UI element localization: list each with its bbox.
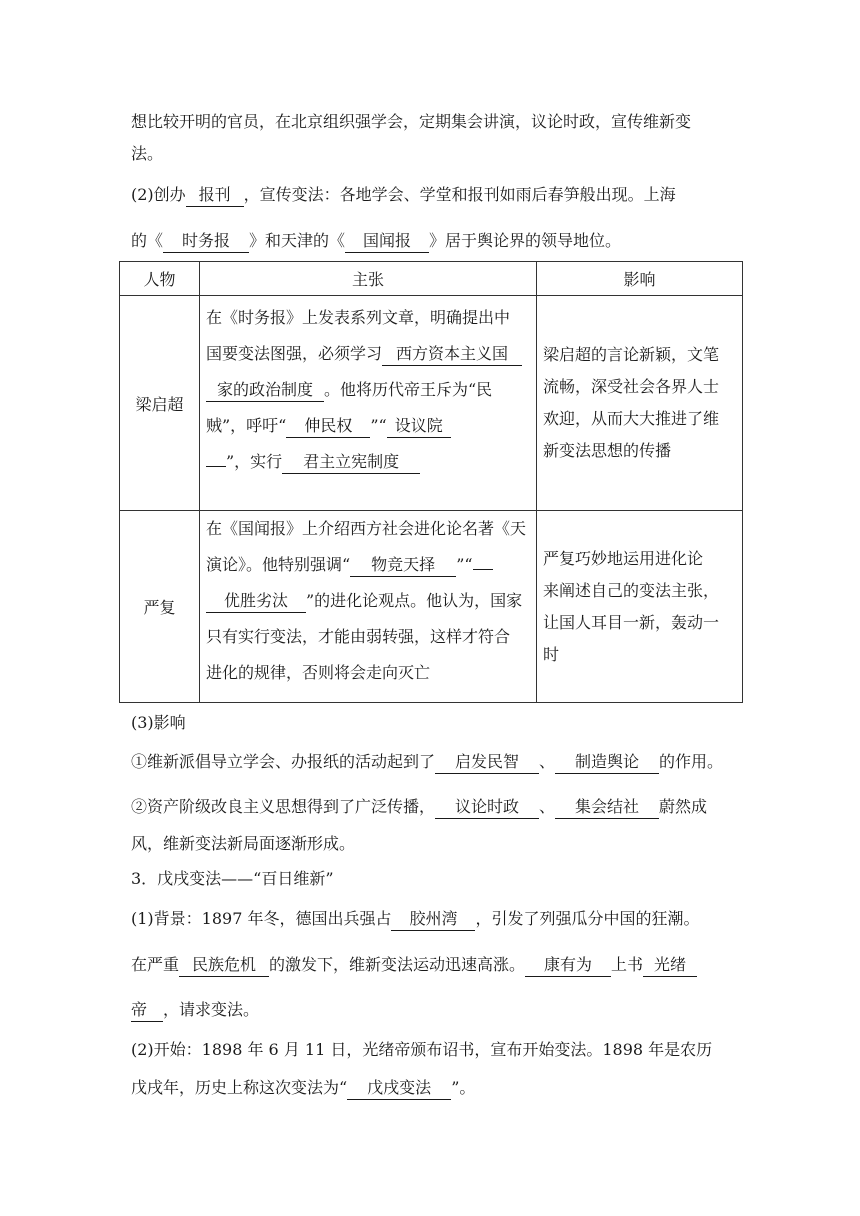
blank-answer: 伸民权: [286, 416, 370, 438]
blank-answer: 议论时政: [435, 797, 539, 819]
person-name: 梁启超: [120, 296, 200, 511]
impact-cell: 梁启超的言论新颖，文笔 流畅，深受社会各界人士 欢迎，从而大大推进了维 新变法思想的传播: [537, 296, 743, 511]
item3-title: (3)影响: [131, 713, 186, 732]
table-row: [120, 511, 743, 703]
blank-answer: 康有为: [525, 955, 611, 977]
start-line-1: (2)开始：1898 年 6 月 11 日，光绪帝颁布诏书，宣布开始变法。1898 年是农历: [131, 1040, 713, 1059]
person-name: 严复: [120, 511, 200, 703]
item2-line-2: 的《 时务报 》和天津的《 国闻报 》居于舆论界的领导地位。: [131, 231, 731, 253]
start-line-2: 戊戌年，历史上称这次变法为“ 戊戌变法 ”。: [131, 1078, 731, 1100]
blank-answer: 时务报: [163, 231, 249, 253]
table-row: [120, 296, 743, 511]
blank-answer: 民族危机: [179, 955, 269, 977]
blank-answer: 胶州湾: [391, 909, 475, 931]
background-line-2: 在严重 民族危机 的激发下，维新变法运动迅速高涨。 康有为 上书 光绪: [131, 955, 731, 977]
blank-answer: [473, 568, 493, 570]
item3-line-1: ①维新派倡导立学会、办报纸的活动起到了 启发民智 、 制造舆论 的作用。: [131, 752, 731, 774]
blank-answer: 报刊: [186, 185, 244, 207]
item3-line-2: ②资产阶级改良主义思想得到了广泛传播， 议论时政 、 集会结社 蔚然成: [131, 797, 731, 819]
impact-cell: 严复巧妙地运用进化论 来阐述自己的变法主张， 让国人耳目一新，轰动一 时: [537, 511, 743, 703]
claim-cell: 在《国闻报》上介绍西方社会进化论名著《天 演论》。他特别强调“ 物竞天择 ”“ 优胜劣汰 ”的进化论观点。他认为，国家 只有实行变法，才能由弱转强，这样才符合 进化的规律，否则将会走向灭亡: [200, 511, 537, 703]
claim-cell: 在《时务报》上发表系列文章，明确提出中 国要变法图强，必须学习 西方资本主义国 家的政治制度 。他将历代帝王斥为“民 贼”，呼吁“ 伸民权 ”“ 设议院 ”，实行 君主立宪制度: [200, 296, 537, 511]
header-person: 人物: [120, 262, 200, 296]
background-line-1: (1)背景：1897 年冬，德国出兵强占 胶州湾 ，引发了列强瓜分中国的狂潮。: [131, 909, 731, 931]
blank-answer: [206, 465, 226, 467]
blank-answer: 启发民智: [435, 752, 539, 774]
reform-figures-table: [119, 261, 743, 703]
header-impact: 影响: [537, 262, 743, 296]
blank-answer: 光绪: [643, 955, 697, 977]
blank-answer: 戊戌变法: [347, 1078, 451, 1100]
item2-line-1: (2)创办 报刊 ，宣传变法：各地学会、学堂和报刊如雨后春笋般出现。上海: [131, 185, 731, 207]
intro-line-2: 法。: [131, 144, 164, 163]
header-claim: 主张: [200, 262, 537, 296]
blank-answer: 制造舆论: [555, 752, 659, 774]
intro-line-1: 想比较开明的官员，在北京组织强学会，定期集会讲演，议论时政，宣传维新变: [131, 112, 692, 131]
blank-answer: 集会结社: [555, 797, 659, 819]
blank-answer: 物竞天择: [350, 555, 456, 577]
blank-answer: 国闻报: [345, 231, 429, 253]
blank-answer: 优胜劣汰: [206, 591, 306, 613]
blank-answer: 设议院: [387, 416, 451, 438]
blank-answer: 西方资本主义国: [382, 344, 522, 366]
section-heading: 3．戊戌变法——“百日维新”: [131, 869, 334, 888]
blank-answer: 帝: [131, 1000, 163, 1022]
blank-answer: 家的政治制度: [206, 380, 324, 402]
blank-answer: 君主立宪制度: [282, 452, 420, 474]
background-line-3: 帝 ，请求变法。: [131, 1000, 731, 1022]
table-header-row: [120, 262, 743, 296]
item3-line-3: 风，维新变法新局面逐渐形成。: [131, 834, 356, 853]
